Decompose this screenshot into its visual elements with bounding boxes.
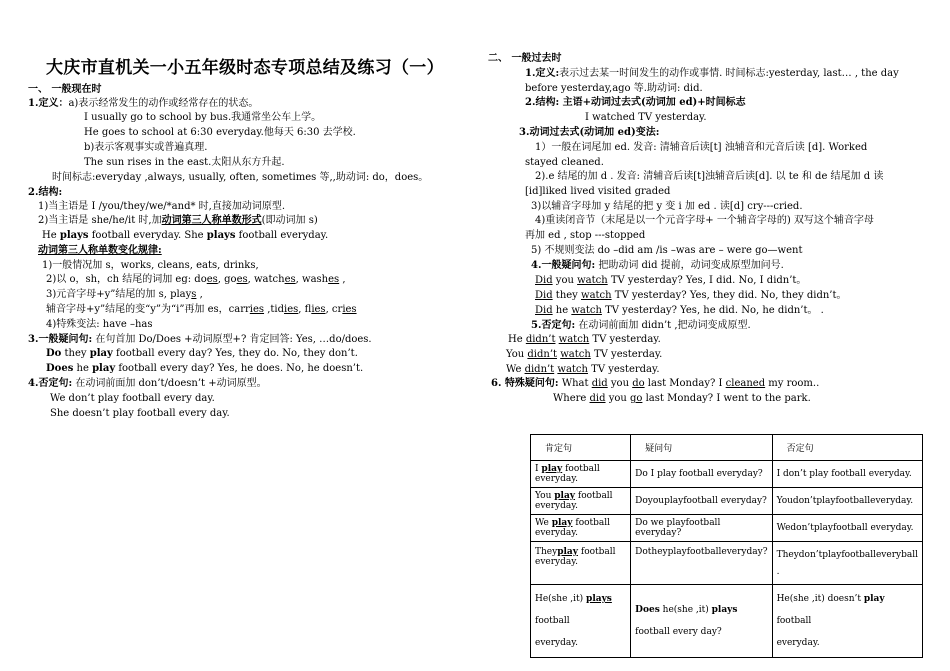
example-line: Did they watch TV yesterday? Yes, they did. No, they didn’t。	[535, 290, 847, 301]
definition-line: b)表示客观事实或普遍真理.	[84, 142, 208, 153]
table-cell: Theyplay football everyday.	[531, 542, 631, 585]
structure-label: 2.结构:	[28, 187, 63, 198]
table-cell: Do I play football everyday?	[631, 461, 772, 488]
example-line: Did you watch TV yesterday? Yes, I did. No, I didn’t。	[535, 275, 807, 286]
structure-line: 2)当主语是 she/he/it 时,加动词第三人称单数形式(即动词加 s)	[38, 215, 318, 226]
time-words-line: 时间标志:everyday ,always, usually, often, sometimes 等,,助动词: do，does。	[52, 172, 429, 183]
rule-line: 3)以辅音字母加 y 结尾的把 y 变 i 加 ed . 读[d] cry---cried.	[531, 201, 803, 212]
question-rule: 3.一般疑问句: 在句首加 Do/Does +动词原型+? 肯定回答: Yes, …do/does.	[28, 334, 372, 345]
section-heading-past: 二、 一般过去时	[488, 53, 562, 64]
definition-line: 1.定义：a)表示经常发生的动作或经常存在的状态。	[28, 98, 259, 109]
table-cell: He(she ,it) doesn’t play football everyday.	[772, 585, 922, 658]
negative-rule: 5.否定句: 在动词前面加 didn’t ,把动词变成原型.	[531, 320, 751, 331]
example-line: He didn’t watch TV yesterday.	[508, 334, 661, 345]
table-row	[531, 515, 923, 542]
table-cell: I play football everyday.	[531, 461, 631, 488]
rule-line: 1)一般情况加 s，works, cleans, eats, drinks,	[42, 260, 259, 271]
example-line: We don’t play football every day.	[50, 393, 215, 404]
table-row	[531, 461, 923, 488]
example-line: I usually go to school by bus.我通常坐公车上学。	[84, 112, 322, 123]
definition-line: 1.定义:表示过去某一时间发生的动作或事情. 时间标志:yesterday, last… , the day	[525, 68, 899, 79]
rule-line: 5) 不规则变法 do –did am /is –was are – were go—went	[531, 245, 803, 256]
negative-rule: 4.否定句: 在动词前面加 don’t/doesn’t +动词原型。	[28, 378, 267, 389]
definition-line: before yesterday,ago 等.助动词: did.	[525, 83, 703, 94]
example-line: I watched TV yesterday.	[585, 112, 707, 123]
table-header-row	[531, 435, 923, 461]
section-heading-present: 一、 一般现在时	[28, 84, 102, 95]
example-line: We didn’t watch TV yesterday.	[506, 364, 660, 375]
rule-line: 2).e 结尾的加 d . 发音: 清辅音后读[t]浊辅音后读[d]. 以 te 和 de 结尾加 d 读	[535, 171, 884, 182]
table-row	[531, 488, 923, 515]
structure-line: 1)当主语是 I /you/they/we/*and* 时,直接加动词原型.	[38, 201, 286, 212]
example-line: Does he play football every day? Yes, he does. No, he doesn’t.	[46, 363, 364, 374]
table-cell: Theydon’tplayfootballeveryball .	[772, 542, 922, 585]
example-line: He plays football everyday. She plays football everyday.	[42, 230, 329, 241]
question-rule: 4.一般疑问句: 把助动词 did 提前，动词变成原型加问号.	[531, 260, 784, 271]
table-cell: Do we playfootball everyday?	[631, 515, 772, 542]
table-cell: Does he(she ,it) plays football every day?	[631, 585, 772, 658]
special-question-line: Where did you go last Monday? I went to the park.	[553, 393, 811, 404]
table-cell: I don’t play football everyday.	[772, 461, 922, 488]
rule-line: 辅音字母+y”结尾的变“y”为“i”再加 es，carries ,tidies, flies, cries	[46, 304, 357, 315]
header-affirmative: 肯定句	[531, 435, 631, 461]
table-row	[531, 542, 923, 585]
rule-line: stayed cleaned.	[525, 157, 604, 168]
table-cell: Doyouplayfootball everyday?	[631, 488, 772, 515]
rule-line: 1）一般在词尾加 ed. 发音: 清辅音后读[t] 浊辅音和元音后读 [d]. Worked	[535, 142, 868, 153]
example-line: Did he watch TV yesterday? Yes, he did. No, he didn’t。 .	[535, 305, 824, 316]
table-cell: Wedon’tplayfootball everyday.	[772, 515, 922, 542]
rule-line: 3)元音字母+y”结尾的加 s, plays ,	[46, 289, 203, 300]
rule-line: 4)特殊变法: have –has	[46, 319, 153, 330]
rule-line: [id]liked lived visited graded	[525, 186, 671, 197]
rule-line: 再加 ed , stop ---stopped	[525, 230, 646, 241]
table-cell: We play football everyday.	[531, 515, 631, 542]
example-line: He goes to school at 6:30 everyday.他每天 6:30 去学校.	[84, 127, 356, 138]
rule-line: 2)以 o，sh，ch 结尾的词加 eg: does, goes, watches, washes ,	[46, 274, 346, 285]
special-question-line: 6. 特殊疑问句: What did you do last Monday? I cleaned my room..	[491, 378, 820, 389]
table-row	[531, 585, 923, 658]
example-line: The sun rises in the east.太阳从东方升起.	[84, 157, 285, 168]
table-cell: Youdon’tplayfootballeveryday.	[772, 488, 922, 515]
page-title: 大庆市直机关一小五年级时态专项总结及练习（一）	[46, 58, 444, 78]
change-label: 3.动词过去式(动词加 ed)变法:	[519, 127, 660, 138]
header-negative: 否定句	[772, 435, 922, 461]
table-cell: Dotheyplayfootballeveryday?	[631, 542, 772, 585]
table-cell: He(she ,it) plays football everyday.	[531, 585, 631, 658]
example-line: You didn’t watch TV yesterday.	[506, 349, 663, 360]
rule-title: 动词第三人称单数变化规律:	[38, 245, 162, 256]
example-line: She doesn’t play football every day.	[50, 408, 230, 419]
structure-line: 2.结构: 主语+动词过去式(动词加 ed)+时间标志	[525, 97, 746, 108]
example-line: Do they play football every day? Yes, they do. No, they don’t.	[46, 348, 358, 359]
rule-line: 4)重读闭音节（末尾是以一个元音字母+ 一个辅音字母的) 双写这个辅音字母	[535, 215, 874, 226]
table-cell: You play football everyday.	[531, 488, 631, 515]
header-question: 疑问句	[631, 435, 772, 461]
comparison-table	[530, 434, 923, 658]
